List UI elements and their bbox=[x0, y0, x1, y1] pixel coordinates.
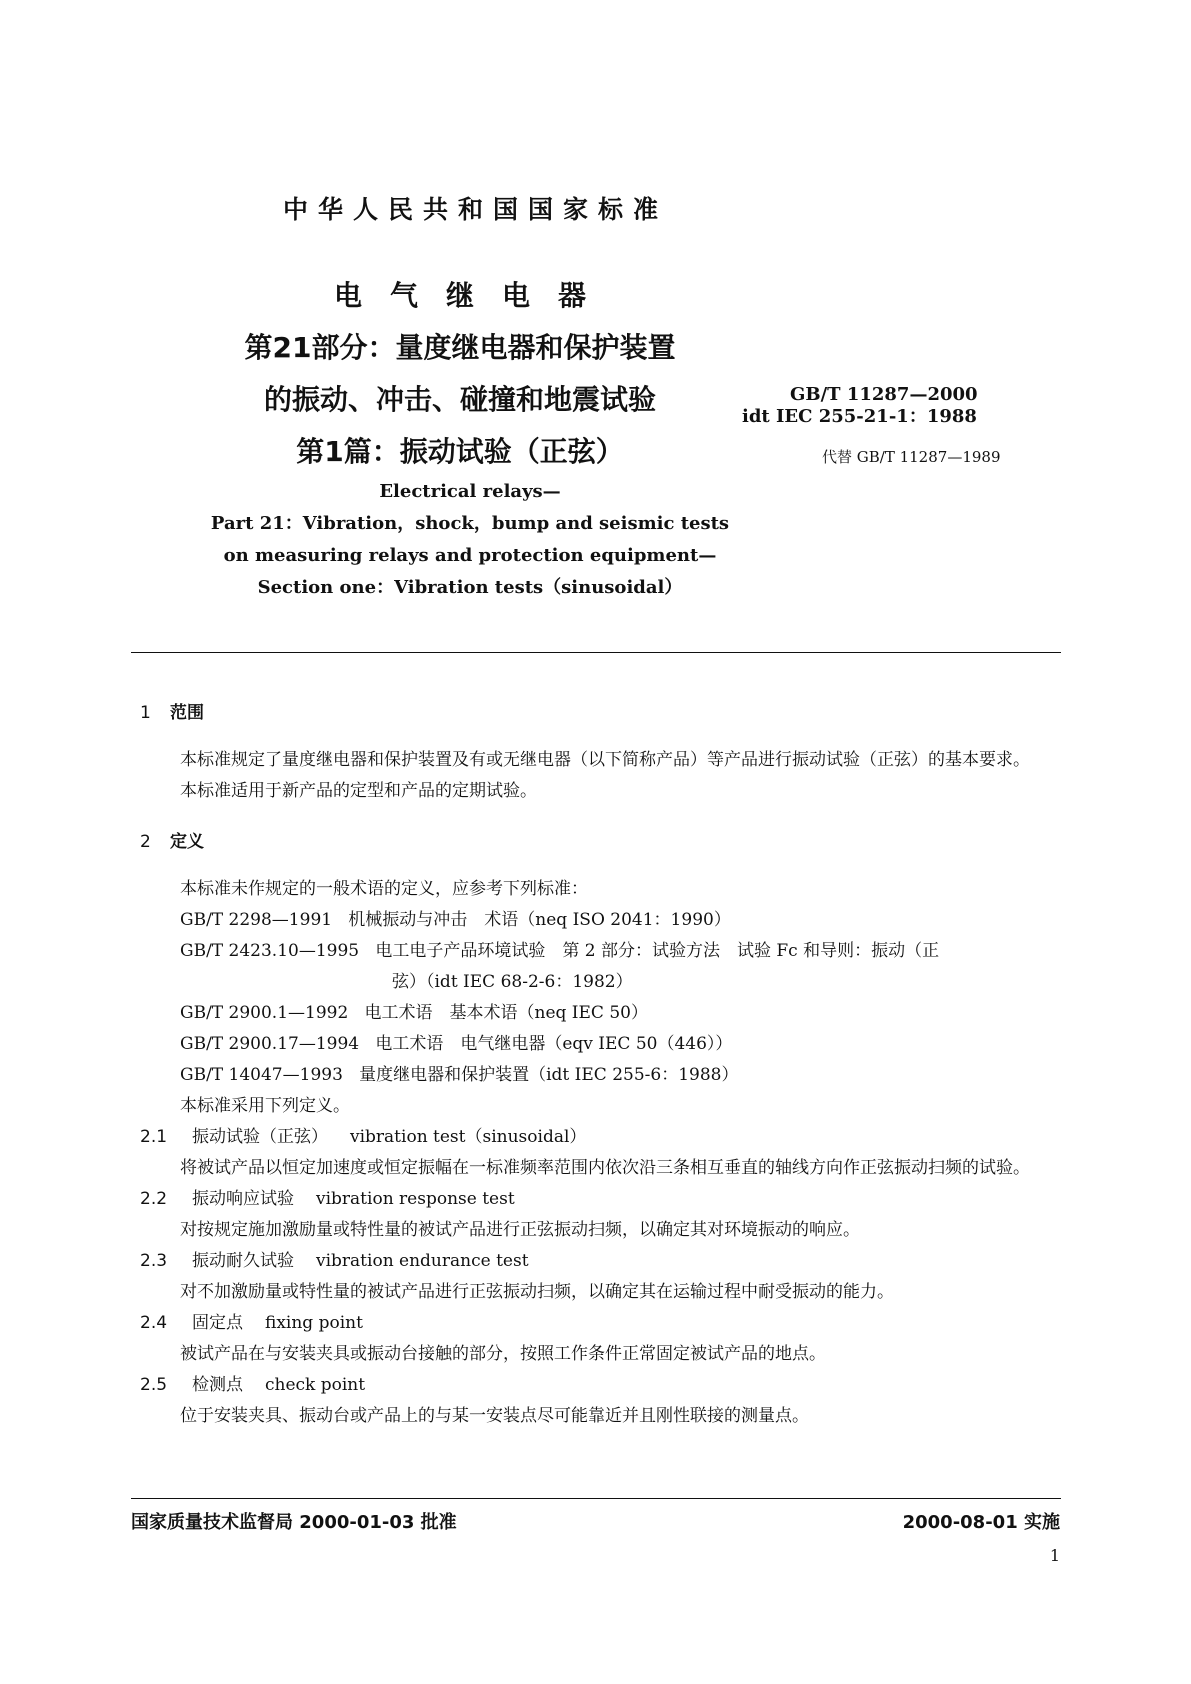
definition-term: 振动试验（正弦） bbox=[192, 1127, 328, 1147]
replaces-note: 代替 GB/T 11287—1989 bbox=[822, 448, 1001, 466]
definition-term: 振动耐久试验 bbox=[192, 1251, 294, 1271]
definition-text: 对不加激励量或特性量的被试产品进行正弦振动扫频，以确定其在运输过程中耐受振动的能力。 bbox=[180, 1282, 894, 1302]
english-title-line-3: on measuring relays and protection equipment— bbox=[223, 545, 717, 566]
definition-text: 将被试产品以恒定加速度或恒定振幅在一标准频率范围内依次沿三条相互垂直的轴线方向作正弦振动扫频的试验。 bbox=[180, 1158, 1030, 1178]
title-line-3: 的振动、冲击、碰撞和地震试验 bbox=[263, 383, 656, 416]
title-line-4: 第1篇：振动试验（正弦） bbox=[296, 435, 624, 468]
definition-text: 位于安装夹具、振动台或产品上的与某一安装点尽可能靠近并且刚性联接的测量点。 bbox=[180, 1406, 809, 1426]
standard-code: GB/T 11287—2000 bbox=[790, 384, 978, 405]
definition-term: 固定点 bbox=[192, 1313, 243, 1333]
reference-code: GB/T 2298—1991 bbox=[180, 910, 333, 930]
chinese-title bbox=[200, 270, 720, 478]
definition-heading bbox=[140, 1184, 1060, 1215]
reference-code: GB/T 2900.17—1994 bbox=[180, 1034, 360, 1054]
section-1-paragraph-2: 本标准适用于新产品的定型和产品的定期试验。 bbox=[180, 781, 537, 801]
title-line-2: 第21部分：量度继电器和保护装置 bbox=[244, 331, 676, 364]
definition-english: fixing point bbox=[265, 1313, 363, 1333]
page-number: 1 bbox=[1049, 1546, 1060, 1565]
definition-heading bbox=[140, 1308, 1060, 1339]
definition-english: check point bbox=[265, 1375, 366, 1395]
definition-text: 被试产品在与安装夹具或振动台接触的部分，按照工作条件正常固定被试产品的地点。 bbox=[180, 1344, 826, 1364]
reference-item bbox=[140, 905, 1060, 936]
idt-reference: idt IEC 255-21-1：1988 bbox=[742, 406, 977, 427]
definition-number: 2.1 bbox=[140, 1127, 168, 1147]
definition-term: 检测点 bbox=[192, 1375, 243, 1395]
reference-title: 电工术语 电气继电器（eqv IEC 50（446）） bbox=[375, 1034, 733, 1054]
reference-item bbox=[140, 1060, 1060, 1091]
definition-number: 2.3 bbox=[140, 1251, 168, 1271]
national-standard-heading: 中华人民共和国国家标准 bbox=[283, 195, 669, 224]
section-2-adopt: 本标准采用下列定义。 bbox=[180, 1096, 350, 1116]
english-title bbox=[200, 476, 740, 604]
section-1-paragraph-1: 本标准规定了量度继电器和保护装置及有或无继电器（以下简称产品）等产品进行振动试验（正弦）的基本要求。 bbox=[180, 750, 1030, 770]
definition-number: 2.5 bbox=[140, 1375, 168, 1395]
effective-date: 2000-08-01 实施 bbox=[902, 1512, 1060, 1533]
definition-number: 2.4 bbox=[140, 1313, 168, 1333]
reference-code: GB/T 2900.1—1992 bbox=[180, 1003, 349, 1023]
reference-item bbox=[140, 998, 1060, 1029]
definition-english: vibration response test bbox=[316, 1189, 515, 1209]
english-title-line-1: Electrical relays— bbox=[379, 481, 561, 502]
top-divider bbox=[131, 652, 1061, 653]
definition-heading bbox=[140, 1370, 1060, 1401]
section-2-intro: 本标准未作规定的一般术语的定义，应参考下列标准： bbox=[180, 879, 588, 899]
reference-title-continuation: 弦）（idt IEC 68-2-6：1982） bbox=[392, 972, 633, 992]
section-2-title: 定义 bbox=[170, 832, 204, 852]
definition-term: 振动响应试验 bbox=[192, 1189, 294, 1209]
bottom-divider bbox=[131, 1498, 1061, 1499]
reference-title: 机械振动与冲击 术语（neq ISO 2041：1990） bbox=[348, 910, 731, 930]
section-2-heading bbox=[140, 827, 1060, 852]
reference-title: 量度继电器和保护装置（idt IEC 255-6：1988） bbox=[359, 1065, 739, 1085]
section-1-title: 范围 bbox=[170, 703, 204, 723]
definition-text: 对按规定施加激励量或特性量的被试产品进行正弦振动扫频，以确定其对环境振动的响应。 bbox=[180, 1220, 860, 1240]
definition-heading bbox=[140, 1246, 1060, 1277]
english-title-line-4: Section one：Vibration tests（sinusoidal） bbox=[257, 577, 683, 598]
english-title-line-2: Part 21：Vibration，shock，bump and seismic tests bbox=[210, 513, 730, 534]
approval-note: 国家质量技术监督局 2000-01-03 批准 bbox=[131, 1512, 457, 1533]
standard-code-block bbox=[742, 384, 978, 428]
reference-title: 电工电子产品环境试验 第 2 部分：试验方法 试验 Fc 和导则：振动（正 bbox=[375, 941, 940, 961]
reference-code: GB/T 14047—1993 bbox=[180, 1065, 343, 1085]
section-1-heading bbox=[140, 698, 1060, 723]
definition-number: 2.2 bbox=[140, 1189, 168, 1209]
definition-english: vibration test（sinusoidal） bbox=[350, 1127, 587, 1147]
reference-item bbox=[140, 1029, 1060, 1060]
document-body bbox=[140, 692, 1060, 1432]
reference-code: GB/T 2423.10—1995 bbox=[180, 941, 360, 961]
definition-english: vibration endurance test bbox=[316, 1251, 529, 1271]
reference-item bbox=[140, 936, 1060, 998]
reference-title: 电工术语 基本术语（neq IEC 50） bbox=[364, 1003, 648, 1023]
section-1-number: 1 bbox=[140, 703, 151, 723]
section-2-number: 2 bbox=[140, 832, 151, 852]
definition-heading bbox=[140, 1122, 1060, 1153]
title-line-1: 电气继电器 bbox=[333, 279, 614, 312]
